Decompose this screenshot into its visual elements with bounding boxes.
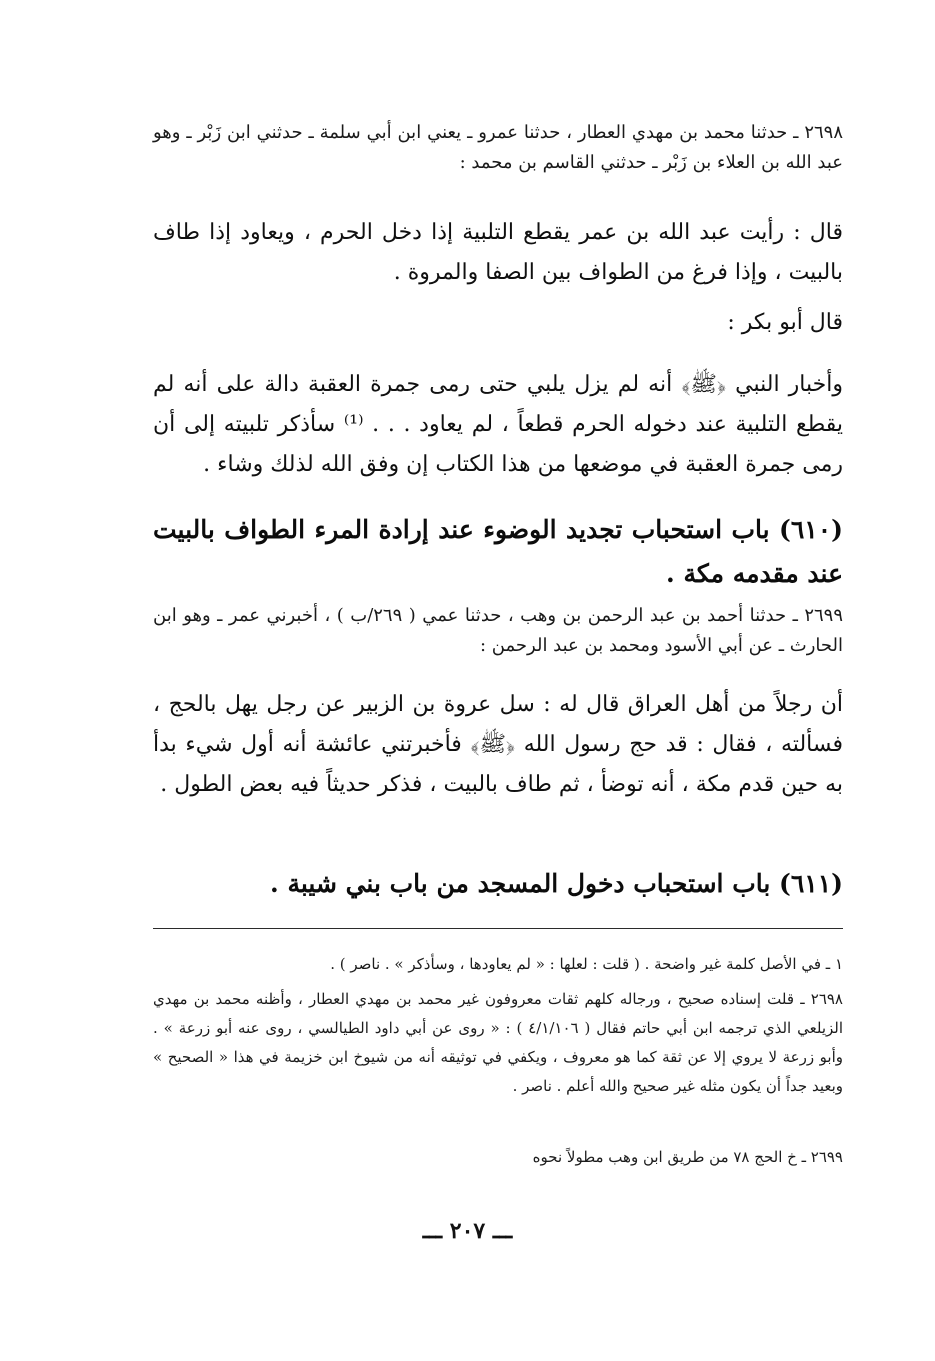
footnote-2699: ٢٦٩٩ ـ خ الحج ٧٨ من طريق ابن وهب مطولاً نحوه — [532, 1148, 843, 1166]
chapter-611-heading: (٦١١) باب استحباب دخول المسجد من باب بني شيبة . — [270, 869, 843, 898]
hadith-2699-chain: ٢٦٩٩ ـ حدثنا أحمد بن عبد الرحمن بن وهب ، حدثنا عمي ( ٢٦٩/ب ) ، أخبرني عمر ـ وهو ابن الحارث ـ عن أبي الأسود ومحمد بن عبد الرحمن : — [153, 605, 843, 656]
hadith-2699-text: أن رجلاً من أهل العراق قال له : سل عروة بن الزبير عن رجل يهل بالحج ، فسألته ، فقال : قد حج رسول الله ﴿ﷺ﴾ فأخبرتني عائشة أنه أول شيء بدأ به حين قدم مكة ، أنه توضأ ، ثم طاف بالبيت ، فذكر حديثاً فيه بعض الطول . — [153, 692, 843, 797]
footnote-divider — [153, 928, 843, 929]
hadith-2698-chain: ٢٦٩٨ ـ حدثنا محمد بن مهدي العطار ، حدثنا عمرو ـ يعني ابن أبي سلمة ـ حدثني ابن زَبْر ـ وهو عبد الله بن العلاء بن زَبْر ـ حدثني القاسم بن محمد : — [153, 122, 843, 173]
abu-bakr-commentary: وأخبار النبي ﴿ﷺ﴾ أنه لم يزل يلبي حتى رمى جمرة العقبة دالة على أنه لم يقطع التلبية عند دخوله الحرم قطعاً ، لم يعاود . . . ⁽¹⁾ سأذكر تلبيته إلى أن رمى جمرة العقبة في موضعها من هذا الكتاب إن وفق الله لذلك وشاء . — [153, 372, 844, 477]
abu-bakr-label: قال أبو بكر : — [727, 310, 843, 335]
page-number: ـــ ٢٠٧ ـــ — [422, 1218, 513, 1244]
footnote-1: ١ ـ في الأصل كلمة غير واضحة . ( قلت : لعلها : « لم يعاودها ، وسأذكر » . ناصر ) . — [330, 955, 843, 973]
hadith-2698-text: قال : رأيت عبد الله بن عمر يقطع التلبية إذا دخل الحرم ، ويعاود إذا طاف بالبيت ، وإذا فرغ من الطواف بين الصفا والمروة . — [153, 220, 843, 285]
chapter-610-heading: (٦١٠) باب استحباب تجديد الوضوء عند إرادة المرء الطواف بالبيت عند مقدمه مكة . — [153, 515, 843, 588]
footnote-2698: ٢٦٩٨ ـ قلت إسناده صحيح ، ورجاله كلهم ثقات معروفون غير محمد بن مهدي العطار ، وأظنه محمد بن مهدي الزيلعي الذي ترجمه ابن أبي حاتم فقال ( ٤/١/١٠٦ ) : « روى عن أبي داود الطيالسي ، روى عنه أبو زرعة » . وأبو زرعة لا يروي إلا عن ثقة كما هو معروف ، ويكفي في توثيقه أنه من شيوخ ابن خزيمة في هذا « الصحيح » وبعيد جداً أن يكون مثله غير صحيح والله أعلم . ناصر . — [153, 990, 844, 1095]
